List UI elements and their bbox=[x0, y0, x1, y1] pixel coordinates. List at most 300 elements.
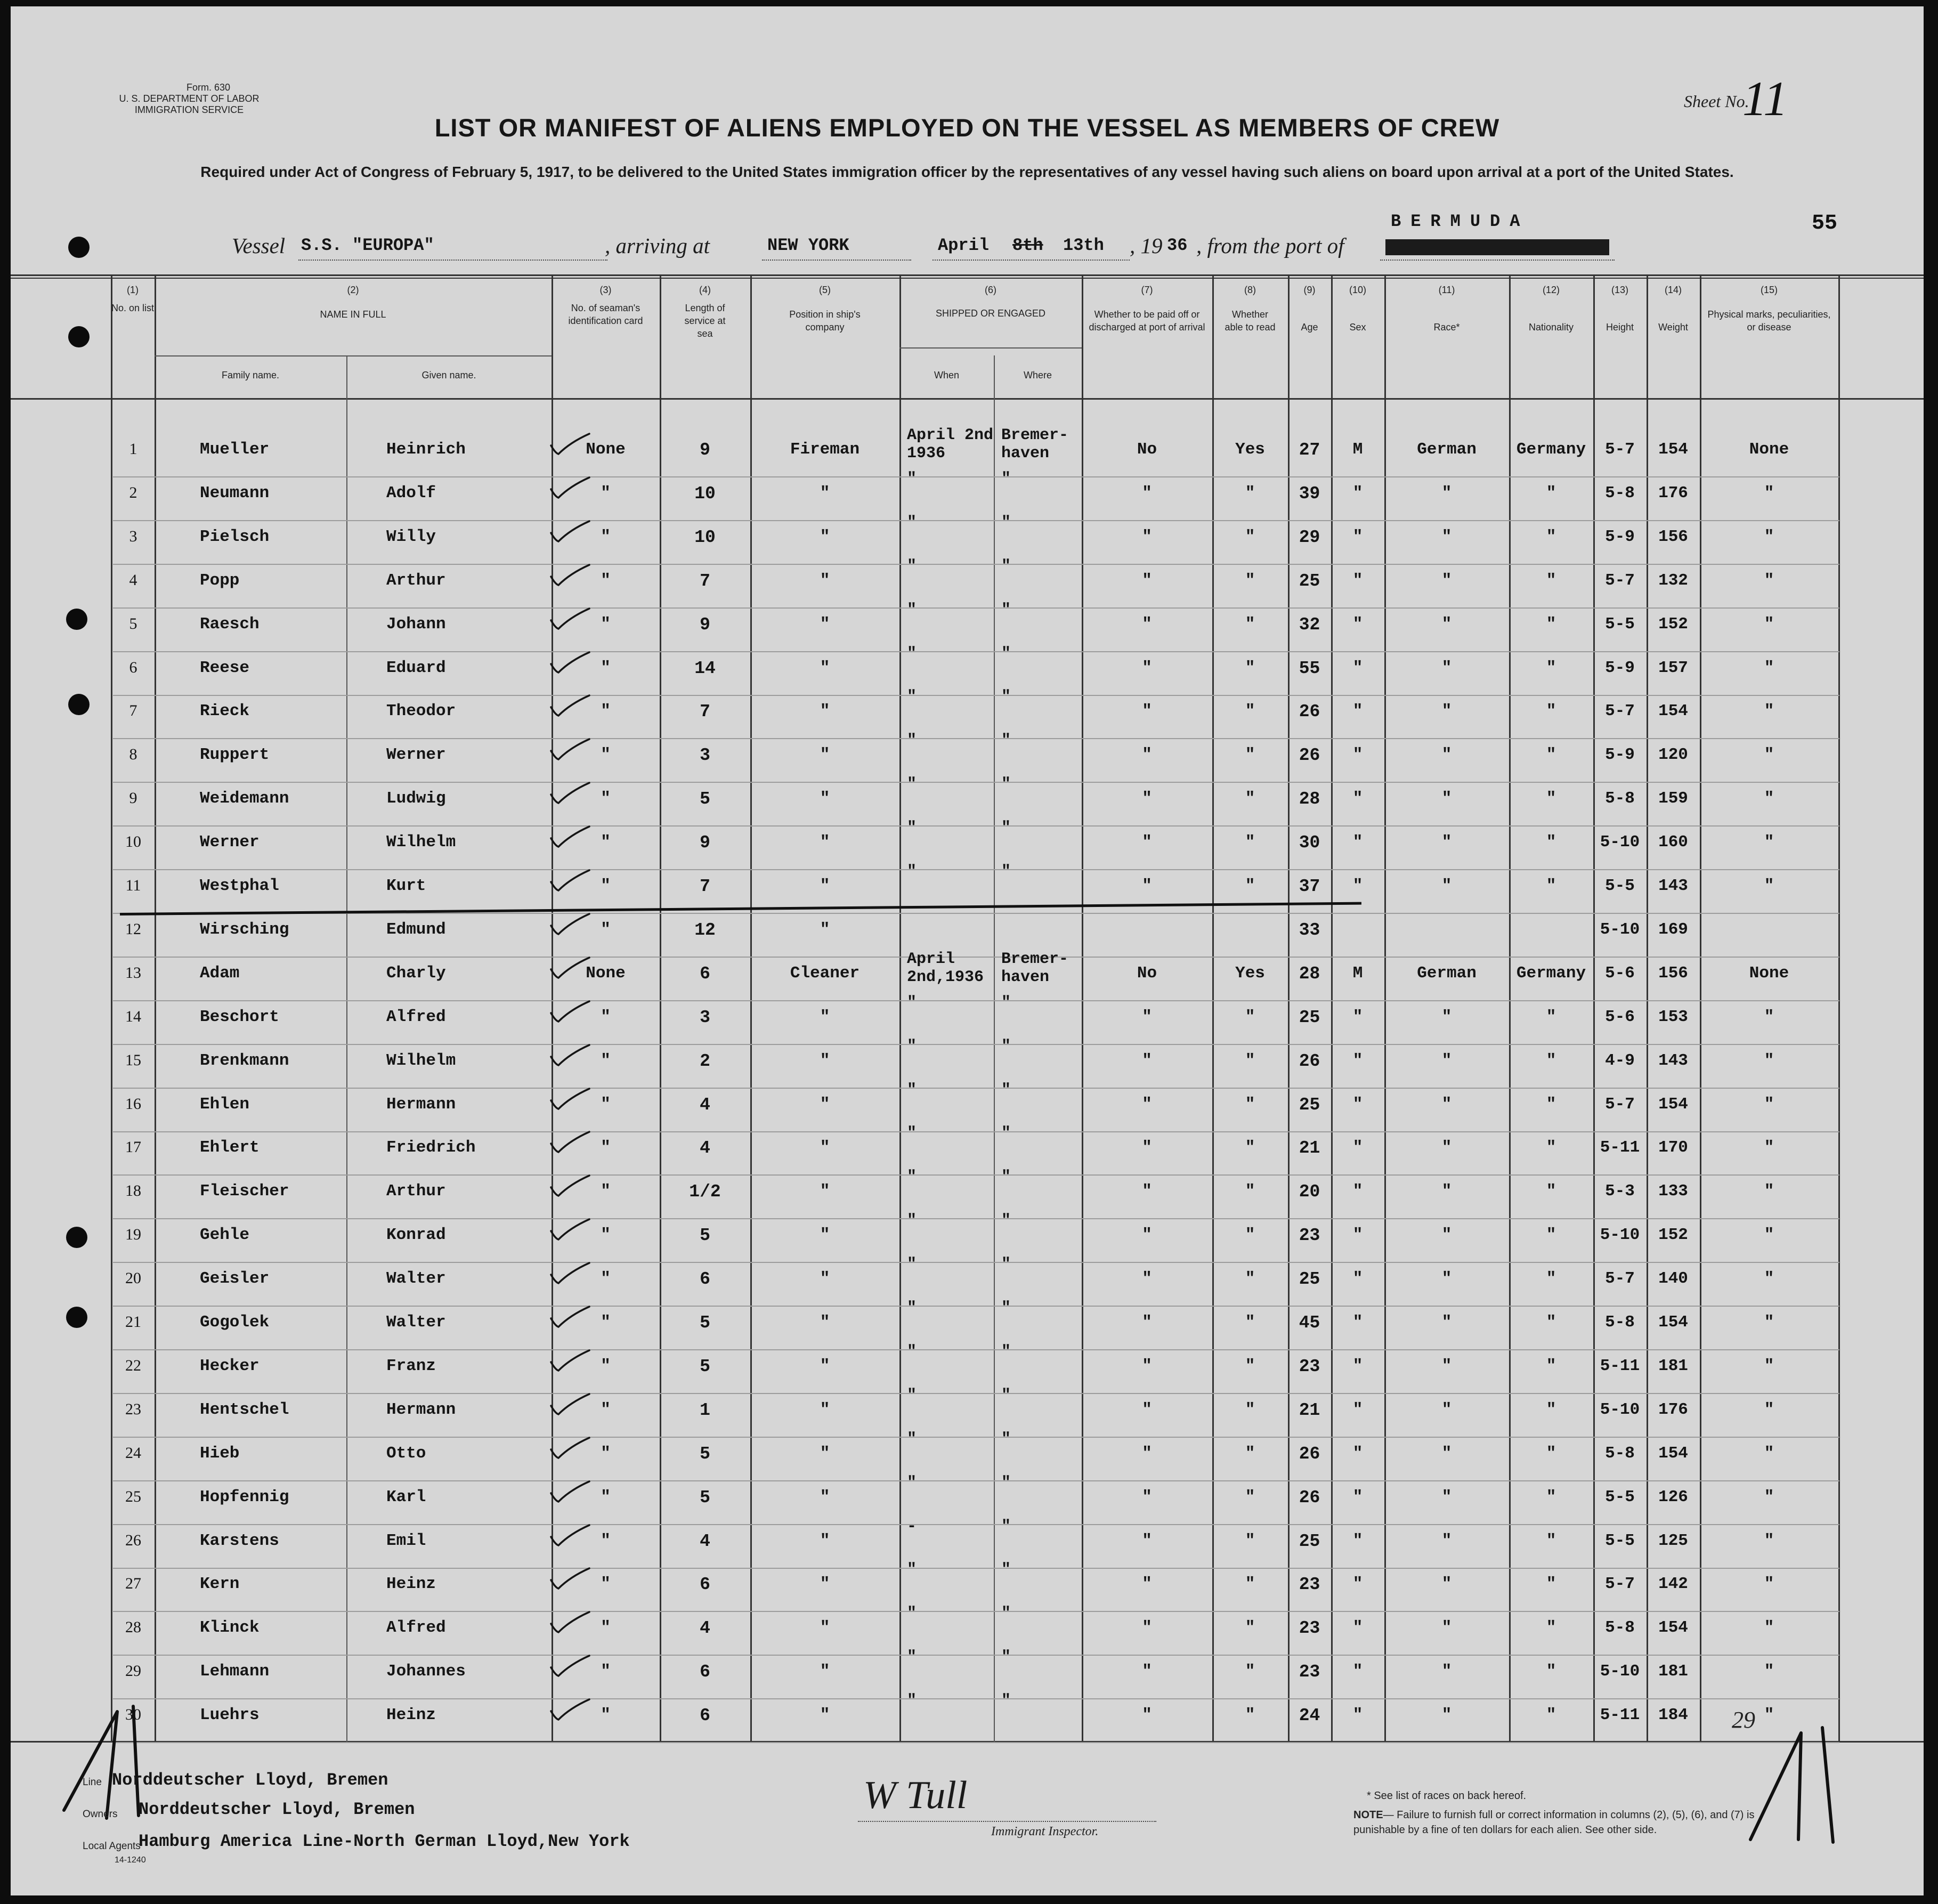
cell-sex: M bbox=[1352, 963, 1363, 983]
cell-age: 32 bbox=[1299, 614, 1320, 635]
cell-read: Yes bbox=[1235, 440, 1265, 459]
col-title: SHIPPED OR ENGAGED bbox=[935, 308, 1046, 319]
cell-card: " bbox=[601, 1618, 611, 1638]
cell-marks: " bbox=[1764, 571, 1774, 590]
cell-given: Theodor bbox=[386, 702, 456, 721]
cell-family: Raesch bbox=[200, 614, 260, 634]
cell-no: 2 bbox=[129, 483, 137, 501]
cell-service: 6 bbox=[700, 1575, 710, 1595]
check-mark-icon bbox=[549, 1392, 591, 1416]
cell-where: " bbox=[1001, 1473, 1011, 1492]
cell-card: None bbox=[586, 963, 626, 983]
form-code: 14-1240 bbox=[115, 1856, 146, 1865]
col-header-read bbox=[1212, 283, 1288, 334]
punch-hole bbox=[68, 237, 90, 258]
cell-position: " bbox=[820, 789, 830, 808]
cell-given: Alfred bbox=[386, 1618, 446, 1638]
col-header-family-name: Family name. bbox=[221, 370, 280, 380]
cell-when: " bbox=[907, 993, 917, 1012]
cell-age: 28 bbox=[1299, 963, 1320, 984]
cell-given: Wilhelm bbox=[386, 1051, 456, 1070]
cell-nat: Germany bbox=[1516, 963, 1586, 983]
cell-given: Franz bbox=[386, 1356, 436, 1375]
cell-marks: " bbox=[1764, 1007, 1774, 1026]
col-title: Height bbox=[1605, 322, 1634, 333]
cell-read: " bbox=[1245, 658, 1255, 677]
cell-card: " bbox=[601, 1531, 611, 1550]
col-number: (3) bbox=[599, 285, 612, 295]
cell-card: " bbox=[601, 614, 611, 634]
cell-service: 7 bbox=[700, 702, 710, 722]
cell-marks: " bbox=[1764, 1487, 1774, 1506]
col-header-given-name: Given name. bbox=[421, 370, 476, 380]
cell-read: " bbox=[1245, 789, 1255, 808]
cell-nat: Germany bbox=[1516, 440, 1586, 459]
check-mark-icon bbox=[549, 475, 591, 500]
cell-no: 26 bbox=[125, 1531, 141, 1549]
cell-sex: " bbox=[1352, 1356, 1363, 1375]
cell-paid: No bbox=[1137, 440, 1157, 459]
cell-height: 5-10 bbox=[1600, 920, 1640, 939]
cell-race: " bbox=[1441, 1400, 1452, 1419]
cell-marks: None bbox=[1749, 963, 1789, 983]
cell-family: Ehlen bbox=[200, 1095, 250, 1114]
cell-nat: " bbox=[1546, 483, 1556, 503]
cell-nat: " bbox=[1546, 1138, 1556, 1157]
cell-no: 12 bbox=[125, 920, 141, 938]
cell-height: 5-11 bbox=[1600, 1706, 1640, 1725]
cell-position: " bbox=[820, 1531, 830, 1550]
cell-age: 25 bbox=[1299, 571, 1320, 591]
check-mark-icon bbox=[549, 912, 591, 936]
cell-position: " bbox=[820, 1007, 830, 1026]
cell-when: " bbox=[907, 775, 917, 794]
cell-family: Gogolek bbox=[200, 1313, 270, 1332]
cell-race: " bbox=[1441, 1269, 1452, 1289]
cell-paid: " bbox=[1142, 1531, 1152, 1550]
col-header-where: Where bbox=[1023, 370, 1052, 380]
punch-hole bbox=[66, 1307, 87, 1328]
cell-when: " bbox=[907, 644, 917, 663]
cell-paid: " bbox=[1142, 746, 1152, 765]
cell-weight: 159 bbox=[1658, 789, 1688, 808]
check-mark-icon bbox=[549, 1173, 591, 1198]
cell-nat: " bbox=[1546, 877, 1556, 895]
cell-given: Heinz bbox=[386, 1575, 436, 1594]
check-mark-icon bbox=[549, 1610, 591, 1634]
cell-when: " bbox=[907, 1648, 917, 1667]
cell-service: 9 bbox=[700, 833, 710, 853]
vessel-fill-line bbox=[298, 260, 607, 261]
check-mark-icon bbox=[549, 693, 591, 718]
cell-service: 3 bbox=[700, 746, 710, 766]
cell-family: Geisler bbox=[200, 1269, 270, 1289]
cell-given: Wilhelm bbox=[386, 833, 456, 852]
cell-race: " bbox=[1441, 1138, 1452, 1157]
cell-when: " bbox=[907, 557, 917, 576]
punch-hole bbox=[68, 326, 90, 347]
cell-height: 5-10 bbox=[1600, 1226, 1640, 1245]
cell-no: 25 bbox=[125, 1487, 141, 1505]
cell-age: 29 bbox=[1299, 527, 1320, 547]
cell-weight: 154 bbox=[1658, 440, 1688, 459]
cell-height: 5-9 bbox=[1605, 527, 1635, 546]
cell-weight: 154 bbox=[1658, 1618, 1688, 1638]
cell-weight: 154 bbox=[1658, 1095, 1688, 1114]
cell-height: 5-7 bbox=[1605, 571, 1635, 590]
cell-height: 5-9 bbox=[1605, 658, 1635, 677]
cell-weight: 176 bbox=[1658, 1400, 1688, 1419]
cell-race: " bbox=[1441, 527, 1452, 546]
col-number: (1) bbox=[127, 285, 139, 295]
cell-no: 8 bbox=[129, 746, 137, 764]
cell-marks: " bbox=[1764, 746, 1774, 765]
cell-nat: " bbox=[1546, 1356, 1556, 1375]
cell-nat: " bbox=[1546, 1226, 1556, 1245]
cell-when: " bbox=[907, 1605, 917, 1623]
cell-nat: " bbox=[1546, 833, 1556, 852]
col-number: (13) bbox=[1611, 285, 1628, 295]
cell-given: Alfred bbox=[386, 1007, 446, 1026]
cell-read: " bbox=[1245, 1400, 1255, 1419]
cell-paid: " bbox=[1142, 1356, 1152, 1375]
cell-height: 5-10 bbox=[1600, 833, 1640, 852]
cell-no: 7 bbox=[129, 702, 137, 720]
cell-age: 28 bbox=[1299, 789, 1320, 809]
cell-age: 24 bbox=[1299, 1706, 1320, 1726]
cell-race: " bbox=[1441, 1051, 1452, 1070]
note-label: NOTE bbox=[1353, 1809, 1383, 1821]
col-header-race bbox=[1384, 283, 1509, 334]
cell-height: 5-5 bbox=[1605, 1531, 1635, 1550]
cell-nat: " bbox=[1546, 1007, 1556, 1026]
year-suffix: 36 bbox=[1167, 236, 1188, 255]
cell-nat: " bbox=[1546, 614, 1556, 634]
col-header-position bbox=[750, 283, 899, 334]
cell-marks: " bbox=[1764, 658, 1774, 677]
cell-paid: " bbox=[1142, 1575, 1152, 1594]
cell-position: " bbox=[820, 1487, 830, 1506]
cell-nat: " bbox=[1546, 1269, 1556, 1289]
cell-read: " bbox=[1245, 1618, 1255, 1638]
port-fill-line bbox=[1380, 260, 1615, 261]
cell-height: 4-9 bbox=[1605, 1051, 1635, 1070]
cell-service: 9 bbox=[700, 440, 710, 460]
cell-when: " bbox=[907, 819, 917, 838]
col-title: Whether able to read bbox=[1225, 309, 1276, 333]
cell-position: " bbox=[820, 1269, 830, 1289]
cell-height: 5-8 bbox=[1605, 1618, 1635, 1638]
cell-given: Ludwig bbox=[386, 789, 446, 808]
cell-family: Adam bbox=[200, 963, 240, 983]
cell-family: Luehrs bbox=[200, 1706, 260, 1725]
cell-paid: " bbox=[1142, 1095, 1152, 1114]
cell-marks: " bbox=[1764, 833, 1774, 852]
cell-height: 5-8 bbox=[1605, 1444, 1635, 1463]
cell-family: Popp bbox=[200, 571, 240, 590]
cell-where: " bbox=[1001, 1692, 1011, 1711]
col-header-physical-marks bbox=[1700, 283, 1838, 334]
cell-when: " bbox=[907, 1386, 917, 1405]
cell-when: - bbox=[907, 1517, 917, 1536]
cell-marks: None bbox=[1749, 440, 1789, 459]
cell-weight: 154 bbox=[1658, 702, 1688, 721]
check-mark-icon bbox=[549, 432, 591, 456]
cell-position: " bbox=[820, 920, 830, 939]
cell-paid: " bbox=[1142, 1706, 1152, 1725]
cell-paid: " bbox=[1142, 1007, 1152, 1026]
cell-read: " bbox=[1245, 877, 1255, 895]
cell-paid: " bbox=[1142, 614, 1152, 634]
cell-position: " bbox=[820, 1444, 830, 1463]
cell-family: Gehle bbox=[200, 1226, 250, 1245]
cell-read: " bbox=[1245, 1051, 1255, 1070]
cell-weight: 154 bbox=[1658, 1313, 1688, 1332]
cell-paid: " bbox=[1142, 1662, 1152, 1681]
cell-family: Kern bbox=[200, 1575, 240, 1594]
cell-where: " bbox=[1001, 732, 1011, 750]
cell-marks: " bbox=[1764, 702, 1774, 721]
check-mark-icon bbox=[549, 1654, 591, 1678]
cell-race: " bbox=[1441, 1226, 1452, 1245]
cell-age: 26 bbox=[1299, 1487, 1320, 1508]
cell-race: " bbox=[1441, 1618, 1452, 1638]
cell-card: " bbox=[601, 1226, 611, 1245]
cell-when: " bbox=[907, 1692, 917, 1711]
cell-service: 5 bbox=[700, 1313, 710, 1333]
cell-height: 5-6 bbox=[1605, 1007, 1635, 1026]
col-title: Weight bbox=[1658, 322, 1688, 333]
cell-marks: " bbox=[1764, 1575, 1774, 1594]
cell-when: April 2nd,1936 bbox=[907, 950, 984, 986]
col-header-nationality bbox=[1509, 283, 1593, 334]
cell-marks: " bbox=[1764, 1051, 1774, 1070]
col-number: (5) bbox=[819, 285, 831, 295]
note-text: — Failure to furnish full or correct information in columns (2), (5), (6), and (7) is punishable by a fine of ten dollars for each alien. See other side. bbox=[1353, 1809, 1755, 1836]
cell-where: " bbox=[1001, 1037, 1011, 1056]
cell-card: " bbox=[601, 1138, 611, 1157]
cell-no: 13 bbox=[125, 963, 141, 982]
cell-when: " bbox=[907, 1430, 917, 1448]
cell-age: 25 bbox=[1299, 1007, 1320, 1027]
cell-age: 23 bbox=[1299, 1575, 1320, 1595]
owners: Norddeutscher Lloyd, Bremen bbox=[139, 1800, 415, 1819]
cell-no: 28 bbox=[125, 1618, 141, 1636]
cell-no: 16 bbox=[125, 1095, 141, 1113]
cell-sex: " bbox=[1352, 1007, 1363, 1026]
check-mark-icon bbox=[549, 1305, 591, 1329]
cell-card: " bbox=[601, 483, 611, 503]
check-mark-icon bbox=[549, 1523, 591, 1547]
cell-card: " bbox=[601, 571, 611, 590]
cell-service: 7 bbox=[700, 571, 710, 591]
cell-sex: " bbox=[1352, 527, 1363, 546]
cell-given: Johann bbox=[386, 614, 446, 634]
col-line bbox=[155, 276, 156, 1742]
sheet-number: 11 bbox=[1742, 71, 1788, 126]
cell-read: " bbox=[1245, 1138, 1255, 1157]
cell-height: 5-7 bbox=[1605, 1269, 1635, 1289]
from-port-label: , from the port of bbox=[1196, 233, 1344, 258]
cell-read: Yes bbox=[1235, 963, 1265, 983]
cell-weight: 169 bbox=[1658, 920, 1688, 939]
cell-weight: 156 bbox=[1658, 527, 1688, 546]
cell-service: 3 bbox=[700, 1007, 710, 1027]
name-subheader-line bbox=[155, 355, 552, 357]
col-title: Nationality bbox=[1528, 322, 1574, 333]
cell-service: 14 bbox=[694, 658, 716, 678]
cell-age: 26 bbox=[1299, 746, 1320, 766]
cell-service: 4 bbox=[700, 1618, 710, 1639]
cell-weight: 126 bbox=[1658, 1487, 1688, 1506]
cell-family: Hieb bbox=[200, 1444, 240, 1463]
cell-age: 27 bbox=[1299, 440, 1320, 460]
cell-weight: 184 bbox=[1658, 1706, 1688, 1725]
cell-marks: " bbox=[1764, 1182, 1774, 1201]
handwritten-count: 29 bbox=[1732, 1707, 1755, 1733]
cell-where: " bbox=[1001, 1648, 1011, 1667]
cell-service: 1 bbox=[700, 1400, 710, 1420]
check-mark-icon bbox=[549, 1130, 591, 1154]
check-mark-icon bbox=[549, 737, 591, 761]
cell-sex: M bbox=[1352, 440, 1363, 459]
service-name: IMMIGRATION SERVICE bbox=[134, 104, 244, 115]
cell-family: Lehmann bbox=[200, 1662, 270, 1681]
cell-read: " bbox=[1245, 1444, 1255, 1463]
cell-read: " bbox=[1245, 1226, 1255, 1245]
cell-card: " bbox=[601, 1182, 611, 1201]
cell-marks: " bbox=[1764, 1444, 1774, 1463]
cell-no: 20 bbox=[125, 1269, 141, 1287]
cell-height: 5-5 bbox=[1605, 877, 1635, 895]
cell-weight: 176 bbox=[1658, 483, 1688, 503]
cell-nat: " bbox=[1546, 1313, 1556, 1332]
cell-no: 22 bbox=[125, 1356, 141, 1374]
cell-read: " bbox=[1245, 1182, 1255, 1201]
cell-no: 9 bbox=[129, 789, 137, 807]
cell-where: Bremer- haven bbox=[1001, 426, 1069, 463]
cell-paid: No bbox=[1137, 963, 1157, 983]
cell-nat: " bbox=[1546, 702, 1556, 721]
cell-no: 11 bbox=[125, 877, 141, 894]
cell-where: " bbox=[1001, 644, 1011, 663]
cell-race: German bbox=[1417, 440, 1477, 459]
cell-read: " bbox=[1245, 614, 1255, 634]
cell-no: 15 bbox=[125, 1051, 141, 1069]
cell-no: 17 bbox=[125, 1138, 141, 1156]
check-mark-icon bbox=[549, 1087, 591, 1111]
cell-no: 24 bbox=[125, 1444, 141, 1462]
cell-race: " bbox=[1441, 1356, 1452, 1375]
cell-marks: " bbox=[1764, 1269, 1774, 1289]
col-title: No. of seaman's identification card bbox=[568, 303, 643, 326]
cell-sex: " bbox=[1352, 833, 1363, 852]
cell-age: 45 bbox=[1299, 1313, 1320, 1333]
arrival-month: April bbox=[938, 236, 990, 255]
form-header bbox=[91, 82, 288, 116]
cell-position: Fireman bbox=[790, 440, 860, 459]
corner-number: 55 bbox=[1812, 212, 1838, 236]
cell-height: 5-8 bbox=[1605, 1313, 1635, 1332]
cell-card: None bbox=[586, 440, 626, 459]
cell-paid: " bbox=[1142, 571, 1152, 590]
cell-weight: 156 bbox=[1658, 963, 1688, 983]
cell-marks: " bbox=[1764, 1618, 1774, 1638]
cell-nat: " bbox=[1546, 1400, 1556, 1419]
cell-service: 5 bbox=[700, 1487, 710, 1508]
agents-label: Local Agents bbox=[83, 1841, 141, 1852]
cell-position: " bbox=[820, 1618, 830, 1638]
col-title: Race* bbox=[1433, 322, 1460, 333]
row-rule bbox=[113, 1742, 1839, 1743]
cell-weight: 143 bbox=[1658, 877, 1688, 895]
cell-when: " bbox=[907, 469, 917, 488]
cell-weight: 160 bbox=[1658, 833, 1688, 852]
cell-given: Johannes bbox=[386, 1662, 466, 1681]
cell-height: 5-3 bbox=[1605, 1182, 1635, 1201]
cell-service: 5 bbox=[700, 1356, 710, 1376]
cell-where: " bbox=[1001, 1342, 1011, 1361]
cell-where: " bbox=[1001, 1168, 1011, 1187]
cell-height: 5-7 bbox=[1605, 1575, 1635, 1594]
header-bottom-border bbox=[11, 398, 1924, 400]
cell-read: " bbox=[1245, 1575, 1255, 1594]
cell-weight: 132 bbox=[1658, 571, 1688, 590]
cell-height: 5-11 bbox=[1600, 1356, 1640, 1375]
cell-nat: " bbox=[1546, 1618, 1556, 1638]
cell-sex: " bbox=[1352, 789, 1363, 808]
date-fill-line bbox=[932, 260, 1130, 261]
cell-when: " bbox=[907, 863, 917, 881]
cell-race: " bbox=[1441, 789, 1452, 808]
cell-race: " bbox=[1441, 1313, 1452, 1332]
cell-nat: " bbox=[1546, 658, 1556, 677]
cell-paid: " bbox=[1142, 1138, 1152, 1157]
cell-card: " bbox=[601, 1095, 611, 1114]
cell-nat: " bbox=[1546, 1095, 1556, 1114]
cell-height: 5-7 bbox=[1605, 1095, 1635, 1114]
shipped-subheader-line bbox=[899, 347, 1082, 349]
cell-where: Bremer- haven bbox=[1001, 950, 1069, 986]
cell-position: " bbox=[820, 527, 830, 546]
cell-no: 19 bbox=[125, 1226, 141, 1244]
arrival-fill-line bbox=[762, 260, 911, 261]
col-title: Length of service at sea bbox=[684, 303, 726, 339]
cell-marks: " bbox=[1764, 1662, 1774, 1681]
cell-given: Walter bbox=[386, 1313, 446, 1332]
cell-read: " bbox=[1245, 1531, 1255, 1550]
col-header-weight bbox=[1647, 283, 1700, 334]
cell-when: " bbox=[907, 1299, 917, 1317]
cell-card: " bbox=[601, 1051, 611, 1070]
cell-height: 5-10 bbox=[1600, 1662, 1640, 1681]
cell-sex: " bbox=[1352, 1182, 1363, 1201]
cell-race: " bbox=[1441, 702, 1452, 721]
cell-where: " bbox=[1001, 775, 1011, 794]
cell-nat: " bbox=[1546, 1662, 1556, 1681]
cell-weight: 154 bbox=[1658, 1444, 1688, 1463]
cell-read: " bbox=[1245, 1706, 1255, 1725]
cell-card: " bbox=[601, 833, 611, 852]
cell-sex: " bbox=[1352, 1226, 1363, 1245]
check-mark-icon bbox=[549, 1261, 591, 1285]
cell-service: 9 bbox=[700, 614, 710, 635]
department-name: U. S. DEPARTMENT OF LABOR bbox=[119, 93, 260, 104]
cell-sex: " bbox=[1352, 658, 1363, 677]
cell-given: Arthur bbox=[386, 571, 446, 590]
cell-position: " bbox=[820, 833, 830, 852]
cell-given: Kurt bbox=[386, 877, 426, 895]
